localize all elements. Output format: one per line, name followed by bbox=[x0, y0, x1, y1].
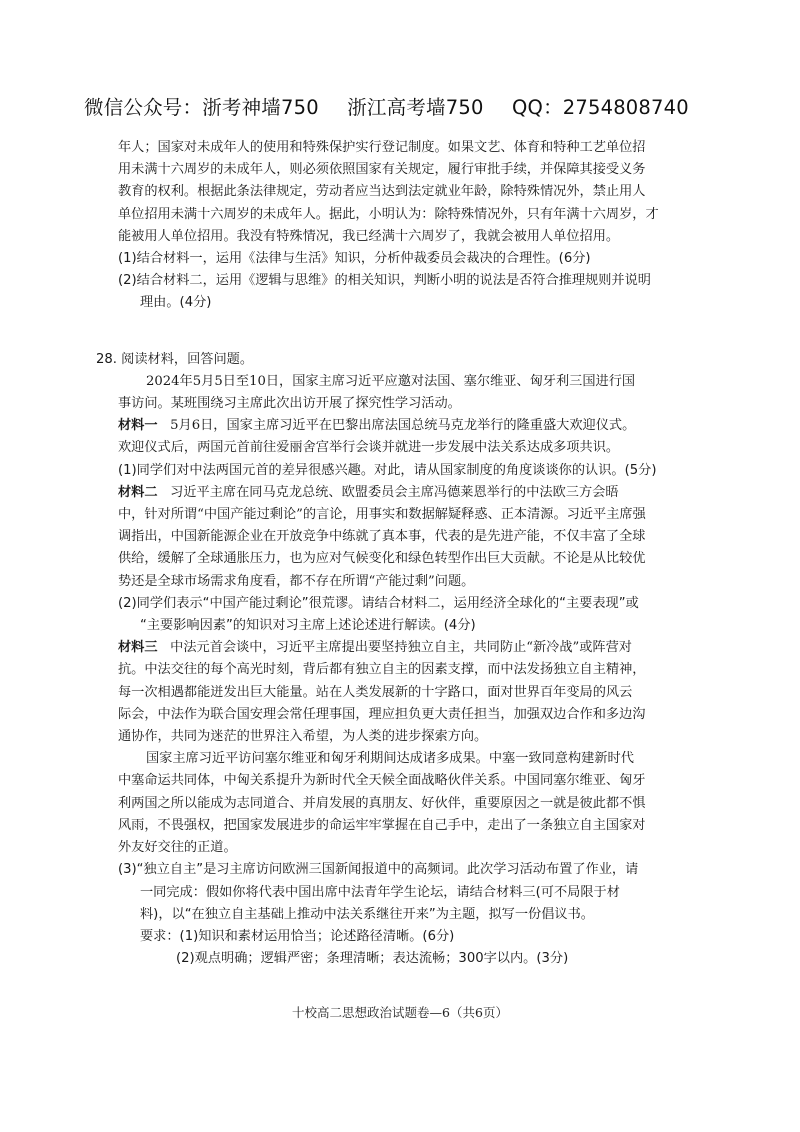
q27-sub2-cont: 理由。(4分) bbox=[140, 295, 212, 311]
zj-account: 浙江高考墙750 bbox=[347, 96, 484, 119]
material-3-cont: 每一次相遇都能迸发出巨大能量。站在人类发展新的十字路口，面对世界百年变局的风云 bbox=[118, 684, 633, 700]
material-3-para2-cont: 外友好交往的正道。 bbox=[118, 840, 237, 856]
watermark-header bbox=[84, 92, 774, 120]
material-3-para2-cont: 中塞命运共同体，中匈关系提升为新时代全天候全面战略伙伴关系。中国同塞尔维亚、匈牙 bbox=[118, 773, 646, 789]
material-3-para2: 国家主席习近平访问塞尔维亚和匈牙利期间达成诸多成果。中塞一致同意构建新时代 bbox=[146, 751, 634, 767]
q28-sub3: (3)“独立自主”是习主席访问欧洲三国新闻报道中的高频词。此次学习活动布置了作业，请 bbox=[118, 862, 639, 878]
material-3-para2-cont: 风雨，不畏强权，把国家发展进步的命运牢牢掌握在自己手中，走出了一条独立自主国家对 bbox=[118, 817, 646, 833]
q27-line: 能被用人单位招用。我没有特殊情况，我已经满十六周岁了，我就会被用人单位招用。 bbox=[118, 228, 620, 244]
material-2-cont: 势还是全球市场需求角度看，都不存在所谓“产能过剩”问题。 bbox=[118, 573, 475, 589]
page-footer: 十校高二思想政治试题卷—6（共6页） bbox=[292, 1005, 508, 1020]
q28-sub3-cont: 料)，以“在独立自主基础上推动中法关系继往开来”为主题，拟写一份倡议书。 bbox=[140, 906, 594, 922]
material-1-line bbox=[118, 415, 700, 437]
material-2-cont: 调指出，中国新能源企业在开放竞争中练就了真本事，代表的是先进产能，不仅丰富了全球 bbox=[118, 529, 646, 545]
material-3-cont: 际会，中法作为联合国安理会常任理事国，理应担负更大责任担当，加强双边合作和多边沟 bbox=[118, 706, 646, 722]
q28-intro: 2024年5月5日至10日，国家主席习近平应邀对法国、塞尔维亚、匈牙利三国进行国 bbox=[146, 373, 636, 389]
q28-intro-cont: 事访问。某班围绕习主席此次出访开展了探究性学习活动。 bbox=[118, 396, 461, 412]
material-2-cont: 供给，缓解了全球通胀压力，也为应对气候变化和绿色转型作出巨大贡献。不论是从比较优 bbox=[118, 551, 646, 567]
material-2-label: 材料二 bbox=[118, 484, 158, 500]
q28-sub2-cont: “主要影响因素”的知识对习主席上述论述进行解读。(4分) bbox=[140, 618, 476, 634]
q27-line: 用未满十六周岁的未成年人，则必须依照国家有关规定，履行审批手续，并保障其接受义务 bbox=[118, 162, 646, 178]
material-1-cont: 欢迎仪式后，两国元首前往爱丽舍宫举行会谈并就进一步发展中法关系达成多项共识。 bbox=[118, 440, 620, 456]
q28-sub1: (1)同学们对中法两国元首的差异很感兴趣。对此，请从国家制度的角度谈谈你的认识。(5分) bbox=[118, 462, 657, 478]
q27-line: 年人；国家对未成年人的使用和特殊保护实行登记制度。如果文艺、体育和特种工艺单位招 bbox=[118, 140, 646, 155]
q27-line: 单位招用未满十六周岁的未成年人。据此，小明认为：除特殊情况外，只有年满十六周岁，才 bbox=[118, 206, 659, 222]
spacer bbox=[118, 315, 700, 349]
material-2-cont: 中，针对所谓“中国产能过剩论”的言论，用事实和数据解疑释惑、正本清源。习近平主席强 bbox=[118, 507, 646, 523]
material-3-text: 中法元首会谈中，习近平主席提出要坚持独立自主，共同防止“新冷战”或阵营对 bbox=[170, 640, 632, 656]
material-3-label: 材料三 bbox=[118, 640, 158, 656]
question-content bbox=[96, 137, 700, 970]
q27-line: 教育的权利。根据此条法律规定，劳动者应当达到法定就业年龄，除特殊情况外，禁止用人 bbox=[118, 184, 646, 200]
requirement-1: 要求：(1)知识和素材运用恰当；论述路径清晰。(6分) bbox=[140, 928, 455, 944]
material-2-text: 习近平主席在同马克龙总统、欧盟委员会主席冯德莱恩举行的中法欧三方会晤 bbox=[170, 484, 619, 500]
q28-sub2: (2)同学们表示“中国产能过剩论”很荒谬。请结合材料二，运用经济全球化的“主要表现”或 bbox=[118, 595, 639, 611]
material-3-para2-cont: 利两国之所以能成为志同道合、并肩发展的真朋友、好伙伴，重要原因之一就是彼此都不惧 bbox=[118, 795, 646, 811]
q28-title: 28. 阅读材料，回答问题。 bbox=[96, 351, 254, 367]
material-3-cont: 抗。中法交往的每个高光时刻，背后都有独立自主的因素支撑，而中法发扬独立自主精神， bbox=[118, 662, 646, 678]
material-3-cont: 通协作，共同为迷茫的世界注入希望，为人类的进步探索方向。 bbox=[118, 729, 488, 745]
material-2-line bbox=[118, 482, 700, 504]
material-1-text: 5月6日，国家主席习近平在巴黎出席法国总统马克龙举行的隆重盛大欢迎仪式。 bbox=[170, 418, 636, 434]
q27-sub2: (2)结合材料二，运用《逻辑与思维》的相关知识，判断小明的说法是否符合推理规则并说明 bbox=[118, 273, 651, 289]
requirement-2: (2)观点明确；逻辑严密；条理清晰；表达流畅；300字以内。(3分) bbox=[176, 951, 569, 967]
wechat-account: 微信公众号：浙考神墙750 bbox=[84, 96, 319, 119]
material-1-label: 材料一 bbox=[118, 418, 158, 434]
q27-sub1: (1)结合材料一，运用《法律与生活》知识，分析仲裁委员会裁决的合理性。(6分) bbox=[118, 251, 591, 267]
material-3-line bbox=[118, 637, 700, 659]
q28-sub3-cont: 一同完成：假如你将代表中国出席中法青年学生论坛，请结合材料三(可不局限于材 bbox=[140, 884, 620, 900]
qq-number: QQ：2754808740 bbox=[511, 96, 689, 119]
